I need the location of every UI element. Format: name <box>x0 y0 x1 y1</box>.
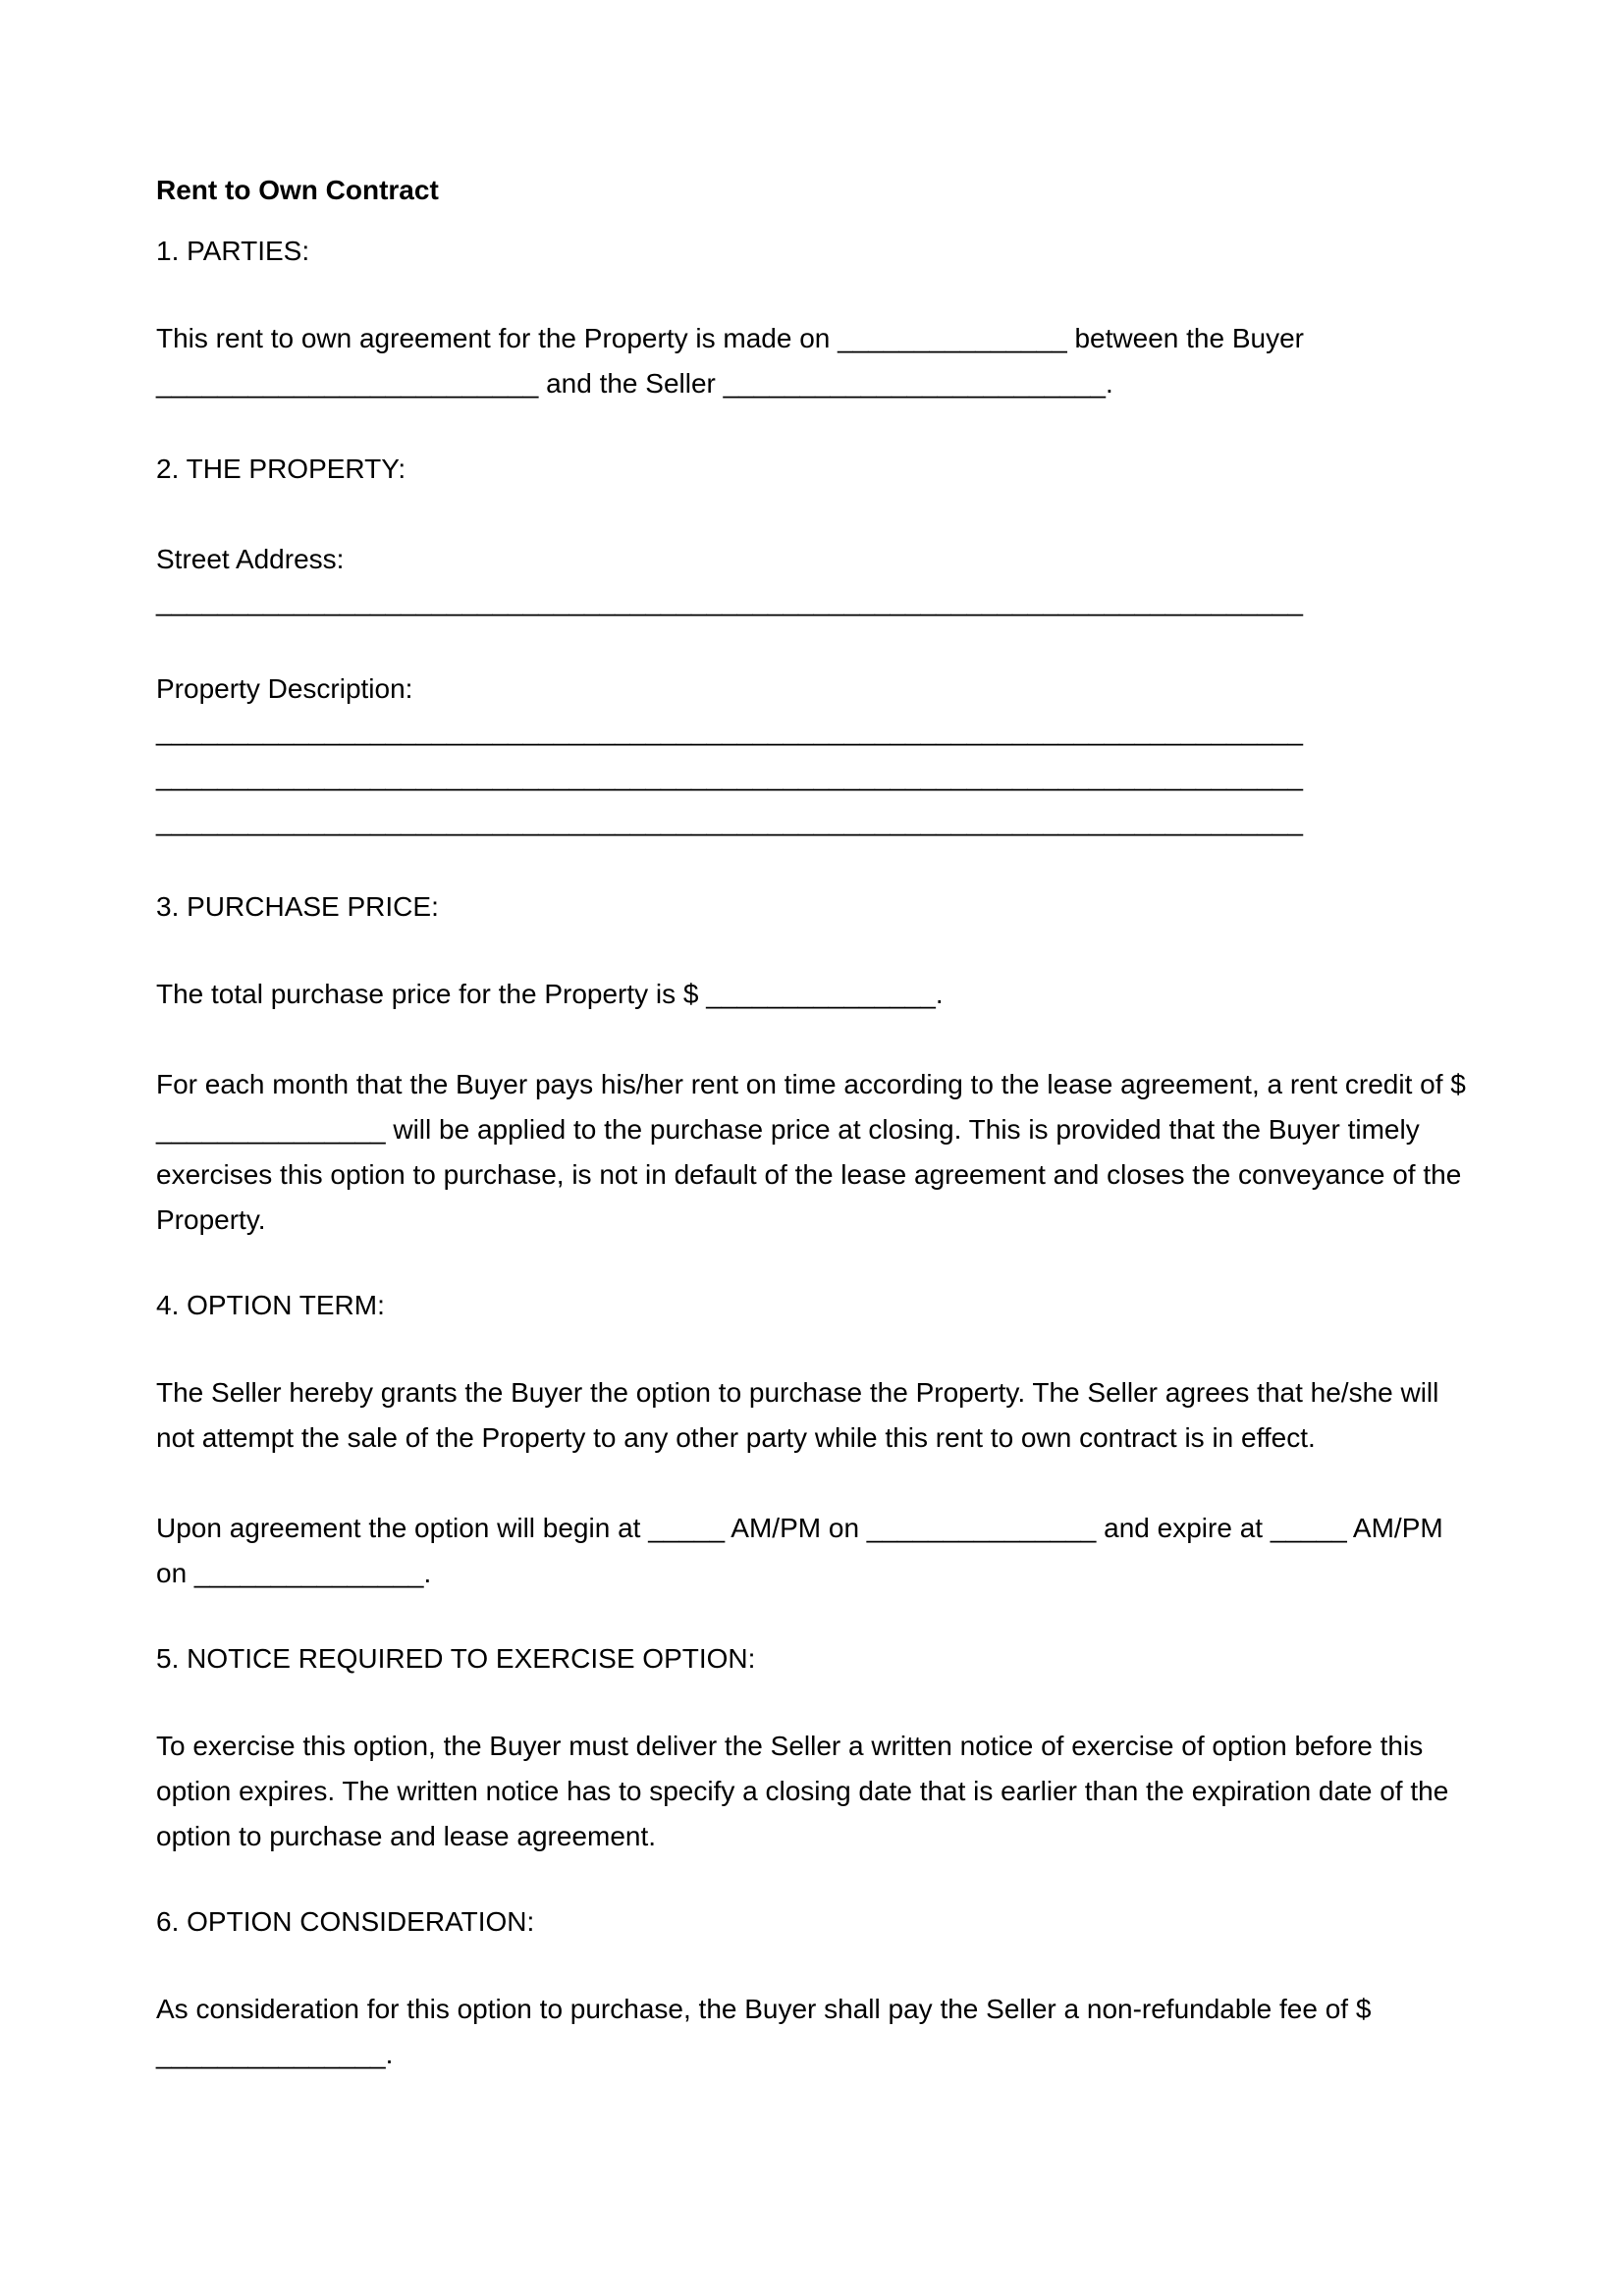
parties-paragraph <box>156 316 1472 406</box>
paragraph-line: For each month that the Buyer pays his/her rent on time according to the lease agreement, a rent credit of $ <box>156 1069 1466 1099</box>
section-4-heading: 4. OPTION TERM: <box>156 1290 385 1320</box>
option-term-paragraph <box>156 1506 1472 1596</box>
document-title: Rent to Own Contract <box>156 175 439 205</box>
section-2-heading: 2. THE PROPERTY: <box>156 454 406 484</box>
street-address-label: Street Address: <box>156 544 345 574</box>
paragraph-line: This rent to own agreement for the Property is made on _______________ between the Buyer <box>156 323 1304 353</box>
option-grant-paragraph <box>156 1370 1472 1461</box>
property-description-lines <box>156 709 1472 844</box>
paragraph-line: As consideration for this option to purchase, the Buyer shall pay the Seller a non-refundable fee of $ <box>156 1994 1372 2024</box>
paragraph-line: To exercise this option, the Buyer must deliver the Seller a written notice of exercise of option before this <box>156 1731 1424 1761</box>
section-5-heading: 5. NOTICE REQUIRED TO EXERCISE OPTION: <box>156 1643 756 1674</box>
paragraph-line: _______________ will be applied to the purchase price at closing. This is provided that the Buyer timely <box>156 1114 1420 1145</box>
paragraph-line: _______________. <box>156 2039 394 2069</box>
paragraph-line: on _______________. <box>156 1558 432 1588</box>
section-1-heading: 1. PARTIES: <box>156 236 310 266</box>
purchase-price-line: The total purchase price for the Property is $ _______________. <box>156 979 944 1009</box>
paragraph-line: exercises this option to purchase, is not in default of the lease agreement and closes the conveyance of the <box>156 1159 1462 1190</box>
paragraph-line: not attempt the sale of the Property to any other party while this rent to own contract is in effect. <box>156 1422 1316 1453</box>
notice-paragraph <box>156 1724 1472 1859</box>
consideration-paragraph <box>156 1987 1472 2077</box>
paragraph-line: Property. <box>156 1204 266 1235</box>
document-body <box>156 171 1472 2077</box>
paragraph-line: The Seller hereby grants the Buyer the option to purchase the Property. The Seller agrees that he/she will <box>156 1377 1439 1408</box>
paragraph-line: option to purchase and lease agreement. <box>156 1821 657 1851</box>
section-3-heading: 3. PURCHASE PRICE: <box>156 891 439 922</box>
paragraph-line: Upon agreement the option will begin at _____ AM/PM on _______________ and expire at _____ AM/PM <box>156 1513 1443 1543</box>
property-description-label: Property Description: <box>156 673 413 704</box>
street-address-line: ___________________________________________________________________________ <box>156 586 1303 616</box>
rent-credit-paragraph <box>156 1062 1472 1243</box>
paragraph-line: _________________________ and the Seller _________________________. <box>156 368 1113 399</box>
paragraph-line: option expires. The written notice has to specify a closing date that is earlier than the expiration date of the <box>156 1776 1449 1806</box>
blank-line: ___________________________________________________________________________ <box>156 806 1303 836</box>
blank-line: ___________________________________________________________________________ <box>156 761 1303 791</box>
section-6-heading: 6. OPTION CONSIDERATION: <box>156 1906 535 1937</box>
blank-line: ___________________________________________________________________________ <box>156 716 1303 746</box>
